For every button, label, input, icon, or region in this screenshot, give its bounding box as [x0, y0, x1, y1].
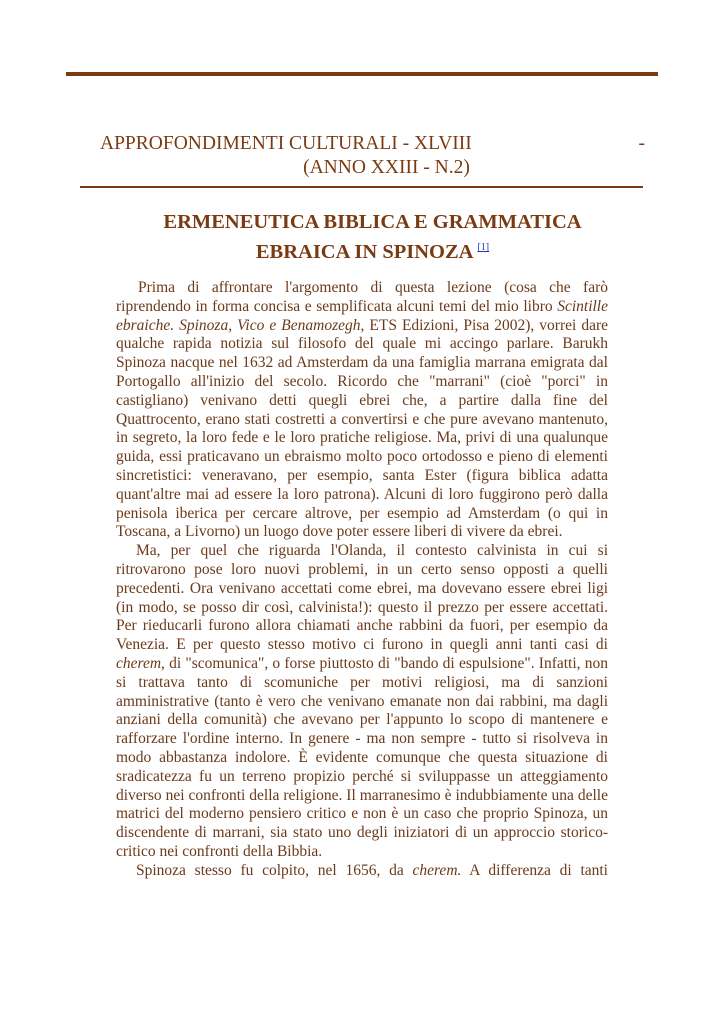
journal-series: APPROFONDIMENTI CULTURALI - XLVIII — [100, 133, 472, 154]
article-title — [100, 210, 645, 265]
title-line-1: ERMENEUTICA BIBLICA E GRAMMATICA — [163, 211, 582, 233]
title-line-2: EBRAICA IN SPINOZA — [255, 241, 474, 263]
top-rule — [66, 72, 658, 76]
article-body — [116, 279, 608, 881]
header-rule — [80, 186, 643, 188]
journal-header — [100, 132, 645, 180]
footnote-link[interactable]: [1] — [477, 242, 490, 253]
journal-issue: (ANNO XXIII - N.2) — [303, 157, 470, 178]
paragraph: Ma, per quel che riguarda l'Olanda, il contesto calvinista in cui si ritrovarono pose loro nuovi problemi, in un certo senso opposti a quelli precedenti. Ora venivano accettati come ebrei, ma dovevano essere ebrei ligi (in modo, se posso dir così, calvinista!): questo il prezzo per essere accettati. Per rieducarli furono allora chiamati anche rabbini da fuori, per esempio da Venezia. E per questo stesso motivo ci furono in quegli anni tanti casi di cherem, di "scomunica", o forse piuttosto di "bando di espulsione". Infatti, non si trattava tanto di scomuniche per motivi religiosi, ma di sanzioni amministrative (tanto è vero che venivano emanate non dai rabbini, ma dagli anziani della comunità) che avevano per l'appunto lo scopo di mantenere e rafforzare l'ordine interno. In genere - ma non sempre - tutto si risolveva in modo abbastanza indolore. È evidente comunque che questa situazione di sradicatezza fu un terreno propizio perché si sviluppasse un atteggiamento diverso nei confronti della religione. Il marranesimo è indubbiamente una delle matrici del moderno pensiero critico e non è un caso che proprio Spinoza, un discendente di marrani, sia stato uno degli iniziatori di un approccio storico-critico nei confronti della Bibbia. — [116, 542, 608, 860]
paragraph: Spinoza stesso fu colpito, nel 1656, da cherem. A differenza di tanti — [136, 861, 608, 879]
header-dash: - — [638, 133, 645, 154]
paragraph: Prima di affrontare l'argomento di questa lezione (cosa che farò riprendendo in forma concisa e semplificata alcuni temi del mio libro Scintille ebraiche. Spinoza, Vico e Benamozegh, ETS Edizioni, Pisa 2002), vorrei dare qualche rapida notizia sul filosofo del quale mi accingo parlare. Barukh Spinoza nacque nel 1632 ad Amsterdam da una famiglia marrana emigrata dal Portogallo all'inizio del secolo. Ricordo che "marrani" (cioè "porci" in castigliano) venivano detti quegli ebrei che, a partire dalla fine del Quattrocento, erano stati costretti a convertirsi e che pure avevano mantenuto, in segreto, la loro fede e le loro pratiche religiose. Ma, privi di una qualunque guida, essi praticavano un ebraismo molto poco ortodosso e pieno di elementi sincretistici: veneravano, per esempio, santa Ester (figura biblica adatta quant'altre mai ad essere la loro patrona). Alcuni di loro fuggirono però dalla penisola iberica per cercare altrove, per esempio ad Amsterdam (o qui in Toscana, a Livorno) un luogo dove poter essere liberi di vivere da ebrei. — [116, 279, 608, 541]
